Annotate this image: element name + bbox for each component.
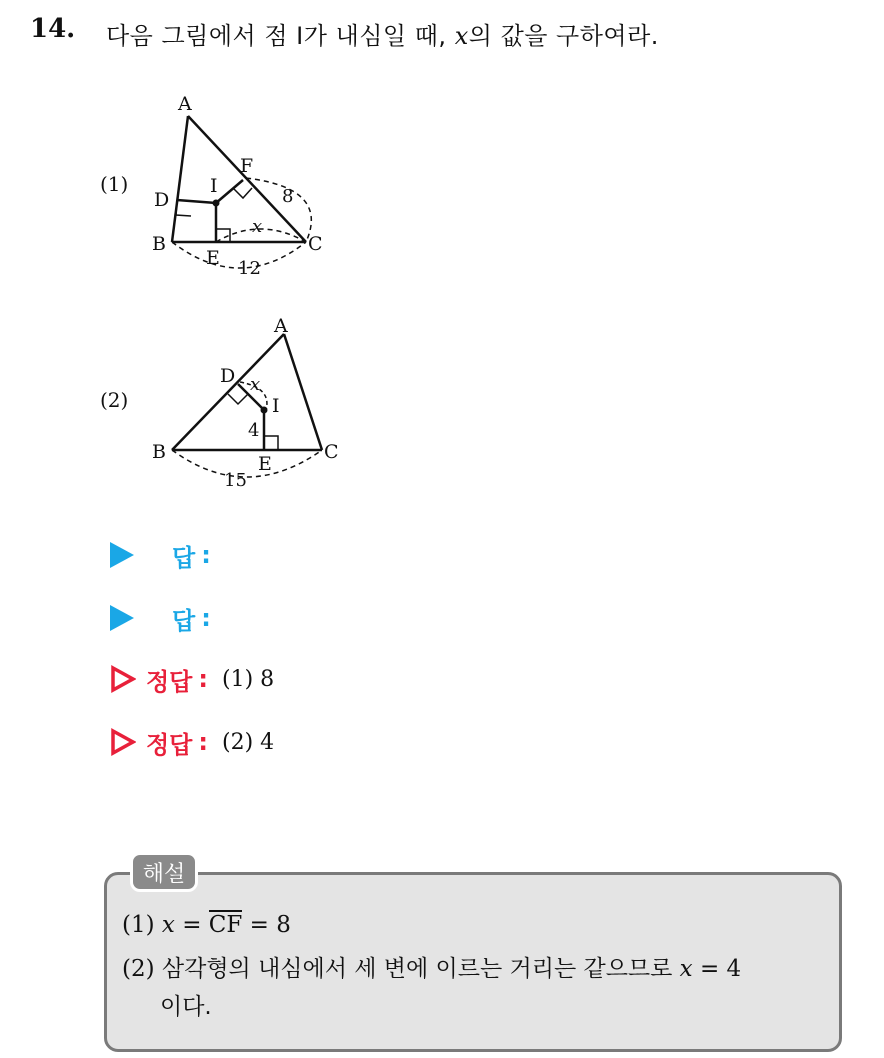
- question-text: [106, 16, 659, 51]
- fig2-point-i: I: [272, 395, 280, 417]
- expl1-eq: =: [182, 912, 202, 938]
- fig1-point-i: I: [210, 175, 218, 197]
- fig1-point-e: E: [206, 247, 220, 269]
- question-text-before: 다음 그림에서 점 I가 내심일 때,: [106, 22, 447, 50]
- explanation-line-2: [122, 950, 741, 983]
- answer-row-1: [110, 537, 225, 573]
- answer-label: 답: [172, 606, 196, 635]
- question-text-after: 의 값을 구하여라.: [468, 22, 659, 50]
- figure1-diagram: [140, 88, 340, 292]
- fig1-length-bc: 12: [238, 258, 261, 279]
- correct-answer-colon: :: [198, 728, 208, 756]
- question-number: 14.: [30, 14, 76, 44]
- expl2-eq: = 4: [699, 956, 742, 982]
- explanation-line-1: [122, 912, 291, 938]
- expl2-text: 삼각형의 내심에서 세 변에 이르는 거리는 같으므로: [161, 956, 673, 982]
- correct-answer-label: 정답: [146, 667, 193, 696]
- fig2-length-ie: 4: [248, 420, 260, 441]
- expl1-eq2: = 8: [249, 912, 291, 938]
- play-icon: [110, 605, 134, 631]
- outline-play-icon: [110, 728, 136, 756]
- outline-play-icon: [110, 665, 136, 693]
- answer-colon: :: [201, 604, 211, 632]
- fig2-point-a: A: [274, 315, 288, 337]
- fig1-length-x: x: [252, 216, 263, 237]
- answer-row-2: [110, 600, 225, 636]
- fig2-length-bc: 15: [224, 470, 247, 491]
- figure2-label: (2): [100, 388, 129, 412]
- fig1-point-c: C: [308, 233, 323, 255]
- explanation-tag: 해설: [130, 852, 198, 892]
- fig1-point-f: F: [240, 155, 254, 177]
- fig2-length-x: x: [250, 374, 261, 395]
- expl2-prefix: (2): [122, 956, 155, 982]
- correct-answer-row-1: [110, 661, 274, 697]
- expl1-segment: CF: [208, 912, 243, 938]
- fig1-point-a: A: [178, 93, 192, 115]
- fig1-point-d: D: [154, 189, 170, 211]
- fig2-point-b: B: [152, 441, 166, 463]
- correct-answer-row-2: [110, 724, 274, 760]
- fig1-point-b: B: [152, 233, 166, 255]
- question-variable: x: [454, 22, 469, 50]
- correct-answer-value: (2) 4: [221, 729, 275, 755]
- fig1-length-cf: 8: [282, 186, 294, 207]
- correct-answer-colon: :: [198, 665, 208, 693]
- expl2-var: x: [679, 956, 693, 982]
- play-icon: [110, 542, 134, 568]
- correct-answer-value: (1) 8: [221, 666, 275, 692]
- expl1-var: x: [161, 912, 175, 938]
- explanation-line-3: 이다.: [160, 994, 212, 1020]
- answer-colon: :: [201, 541, 211, 569]
- figure1-label: (1): [100, 172, 129, 196]
- fig2-point-c: C: [324, 441, 339, 463]
- fig2-point-d: D: [220, 365, 236, 387]
- fig2-point-e: E: [258, 453, 272, 475]
- expl1-prefix: (1): [122, 912, 155, 938]
- correct-answer-label: 정답: [146, 730, 193, 759]
- answer-label: 답: [172, 543, 196, 572]
- figure2-diagram: [140, 308, 360, 502]
